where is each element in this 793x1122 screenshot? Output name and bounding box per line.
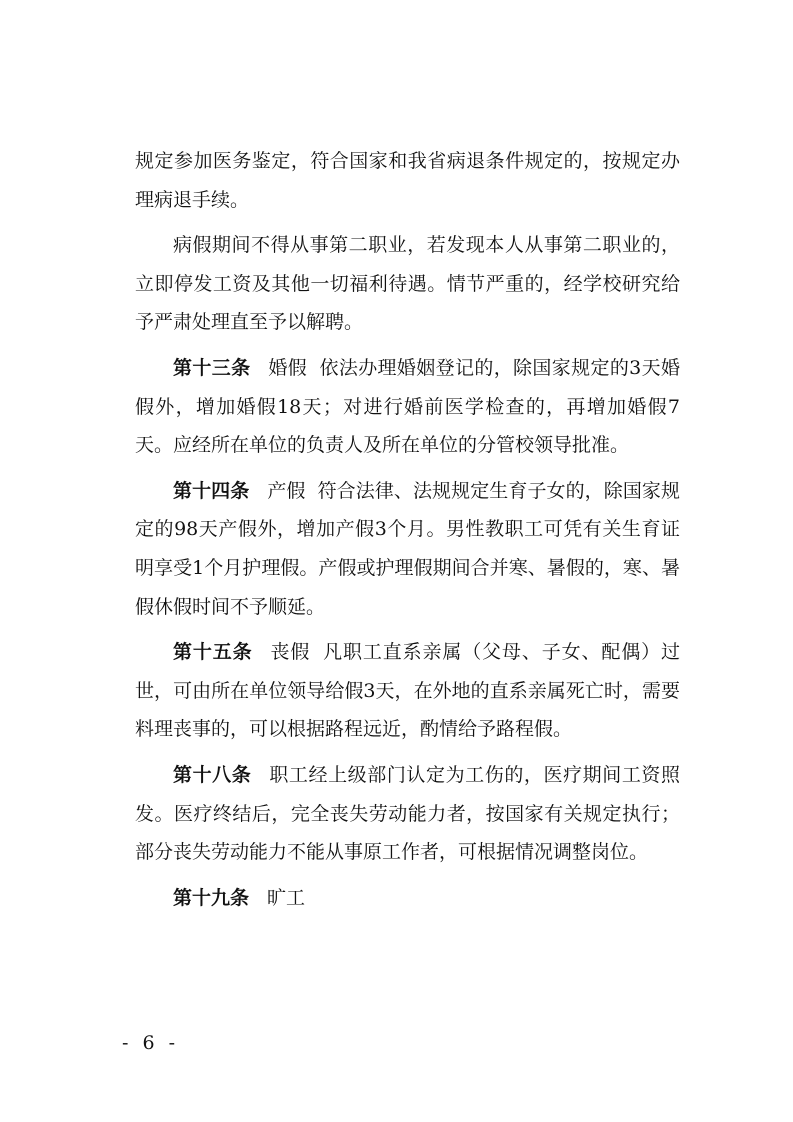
article-number: 第十九条 — [173, 886, 250, 909]
article-13-marriage-leave — [135, 349, 680, 465]
article-number: 第十八条 — [173, 763, 252, 786]
article-title: 旷工 — [267, 886, 306, 909]
document-body — [135, 142, 680, 924]
paragraph-continuation — [135, 142, 680, 219]
article-14-maternity-leave — [135, 472, 680, 626]
article-text: 符合法律、法规规定生育子女的，除国家规定的98天产假外，增加产假3个月。男性教职工可凭有关生育证明享受1个月护理假。产假或护理假期间合并寒、暑假的，寒、暑假休假时间不予顺延。 — [135, 479, 680, 618]
article-15-bereavement-leave — [135, 633, 680, 749]
article-title: 产假 — [267, 479, 306, 502]
article-text: 依法办理婚姻登记的，除国家规定的3天婚假外，增加婚假18天；对进行婚前医学检查的，再增加婚假7天。应经所在单位的负责人及所在单位的分管校领导批准。 — [135, 356, 680, 457]
article-text: 职工经上级部门认定为工伤的，医疗期间工资照发。医疗终结后，完全丧失劳动能力者，按国家有关规定执行；部分丧失劳动能力不能从事原工作者，可根据情况调整岗位。 — [135, 763, 680, 864]
article-text: 凡职工直系亲属（父母、子女、配偶）过世，可由所在单位领导给假3天，在外地的直系亲属死亡时，需要料理丧事的，可以根据路程远近，酌情给予路程假。 — [135, 641, 680, 741]
article-19-absenteeism — [135, 879, 680, 918]
article-number: 第十四条 — [173, 479, 250, 502]
page-number: - 6 - — [122, 1032, 180, 1054]
paragraph-sick-leave-side-job — [135, 226, 680, 342]
article-title: 婚假 — [268, 356, 308, 379]
article-title: 丧假 — [270, 641, 311, 664]
paragraph-text: 规定参加医务鉴定，符合国家和我省病退条件规定的，按规定办理病退手续。 — [135, 150, 680, 211]
paragraph-text: 病假期间不得从事第二职业，若发现本人从事第二职业的，立即停发工资及其他一切福利待遇。情节严重的，经学校研究给予严肃处理直至予以解聘。 — [135, 234, 680, 334]
article-number: 第十三条 — [173, 356, 251, 379]
article-number: 第十五条 — [173, 641, 253, 664]
article-18-work-injury — [135, 756, 680, 872]
